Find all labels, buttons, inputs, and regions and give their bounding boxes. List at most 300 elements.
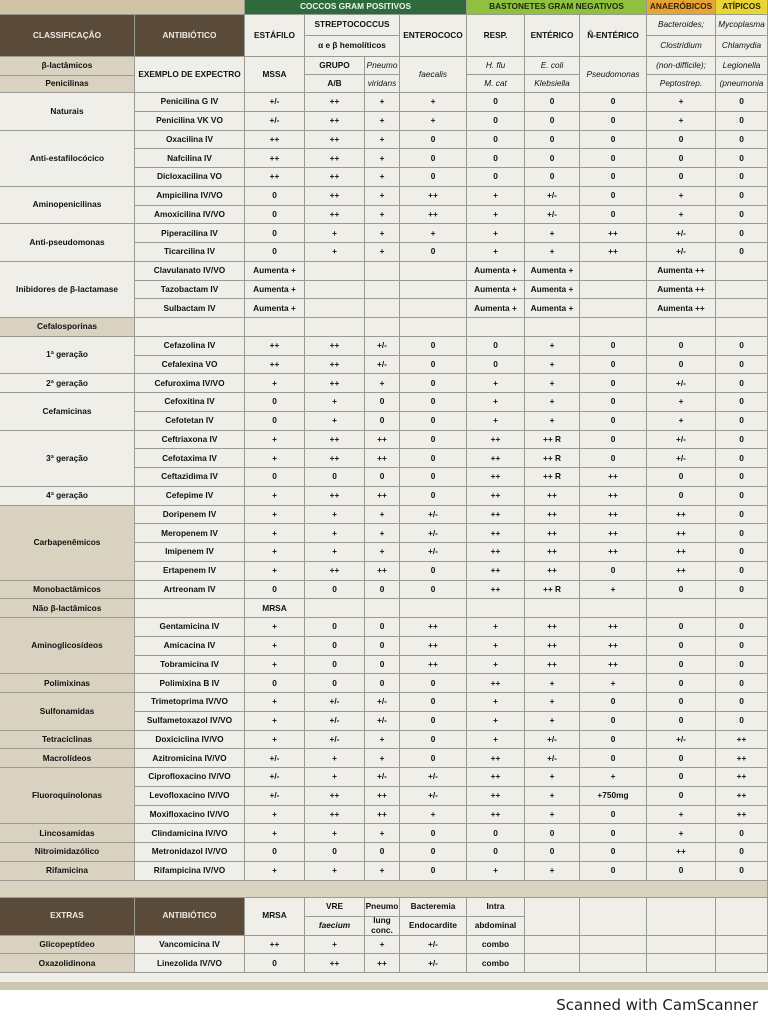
spectrum-value: + [525, 243, 580, 262]
spectrum-value [305, 299, 365, 318]
col-streptococcus-line2: α e β hemolíticos [305, 36, 400, 57]
spectrum-value: ++ [305, 337, 365, 356]
class-group: 4ª geração [0, 487, 135, 506]
spectrum-value: 0 [365, 618, 400, 637]
spectrum-value: + [245, 618, 305, 637]
spectrum-value: 0 [245, 206, 305, 225]
spectrum-value: + [467, 618, 525, 637]
spectrum-value: + [365, 112, 400, 131]
spectrum-value: ++ [305, 431, 365, 450]
spectrum-value: 0 [580, 412, 647, 431]
drug-name: Cefotetan IV [135, 412, 245, 431]
spectrum-value: + [365, 93, 400, 112]
spectrum-value: 0 [245, 468, 305, 487]
spectrum-value: +/- [647, 431, 716, 450]
spectrum-value: ++ [365, 806, 400, 825]
spectrum-value: ++ [365, 787, 400, 806]
spectrum-value: ++ [400, 656, 467, 675]
spectrum-value: 0 [580, 449, 647, 468]
spectrum-value: 0 [716, 149, 768, 168]
spectrum-value: ++ [647, 562, 716, 581]
spectrum-value [305, 599, 365, 618]
spectrum-value: + [245, 693, 305, 712]
extras-empty-header [525, 898, 580, 936]
spectrum-value: 0 [647, 337, 716, 356]
spectrum-value: 0 [647, 749, 716, 768]
spectrum-value [245, 318, 305, 337]
spectrum-value: 0 [400, 562, 467, 581]
spectrum-value: +/- [365, 356, 400, 375]
spectrum-value: ++ [580, 243, 647, 262]
spectrum-value [365, 318, 400, 337]
extras-empty-header [716, 898, 768, 936]
drug-name: Imipenem IV [135, 543, 245, 562]
spectrum-value: + [365, 149, 400, 168]
drug-name: Tazobactam IV [135, 281, 245, 300]
spectrum-value: + [467, 243, 525, 262]
spectrum-value: + [245, 562, 305, 581]
spectrum-value: + [365, 168, 400, 187]
spectrum-value: + [245, 806, 305, 825]
class-group: Carbapenêmicos [0, 506, 135, 581]
col-antibiotico: ANTIBIÓTICO [135, 15, 245, 57]
extras-empty [716, 936, 768, 955]
spectrum-value: + [365, 206, 400, 225]
drug-name [135, 318, 245, 337]
drug-name: Cefotaxima IV [135, 449, 245, 468]
spectrum-value: ++ R [525, 449, 580, 468]
class-group: Anti-pseudomonas [0, 224, 135, 262]
spectrum-value: ++ [716, 731, 768, 750]
spectrum-value: 0 [647, 168, 716, 187]
drug-name: Oxacilina IV [135, 131, 245, 150]
spectrum-value: 0 [716, 412, 768, 431]
spectrum-value: 0 [245, 843, 305, 862]
col-classificacao: CLASSIFICAÇÃO [0, 15, 135, 57]
spectrum-value: + [647, 93, 716, 112]
spectrum-value: ++ [467, 674, 525, 693]
spectrum-value [467, 318, 525, 337]
spectrum-value: 0 [716, 393, 768, 412]
spectrum-value: ++ [305, 374, 365, 393]
class-group: Macrolídeos [0, 749, 135, 768]
spectrum-value [525, 599, 580, 618]
class-group: 3ª geração [0, 431, 135, 487]
spectrum-value: + [365, 749, 400, 768]
spectrum-value: 0 [580, 337, 647, 356]
spectrum-value: + [365, 243, 400, 262]
drug-name: Amicacina IV [135, 637, 245, 656]
spectrum-value: 0 [400, 843, 467, 862]
spectrum-value: 0 [305, 581, 365, 600]
spectrum-value: 0 [467, 824, 525, 843]
spectrum-value: 0 [580, 112, 647, 131]
atip-sub-line2: (pneumonia [716, 75, 768, 93]
spectrum-value: 0 [245, 393, 305, 412]
spectrum-value: 0 [400, 243, 467, 262]
spectrum-value: Aumenta + [245, 281, 305, 300]
spectrum-value: 0 [400, 337, 467, 356]
extras-empty-header [580, 898, 647, 936]
extras-value: +/- [400, 954, 467, 973]
spectrum-value: Aumenta ++ [647, 262, 716, 281]
drug-name: Ticarcilina IV [135, 243, 245, 262]
exemplo-espectro: EXEMPLO DE EXPECTRO [135, 57, 245, 93]
spectrum-value: ++ [467, 806, 525, 825]
spectrum-value: +/- [400, 787, 467, 806]
spectrum-value: ++ [580, 656, 647, 675]
spectrum-value: + [525, 393, 580, 412]
spectrum-value: 0 [580, 206, 647, 225]
spectrum-value: + [365, 374, 400, 393]
spectrum-value: ++ [400, 618, 467, 637]
drug-name: Cefepime IV [135, 487, 245, 506]
spectrum-value: 0 [245, 581, 305, 600]
drug-name: Polimixina B IV [135, 674, 245, 693]
spectrum-value: 0 [525, 824, 580, 843]
spectrum-value: + [647, 824, 716, 843]
spectrum-value: +/- [245, 768, 305, 787]
class-group: 2ª geração [0, 374, 135, 393]
group-anaerobios-header: ANAERÓBICOS [647, 0, 716, 15]
extras-intra-line1: Intra [467, 898, 525, 917]
camscanner-watermark: Scanned with CamScanner [556, 996, 758, 1014]
spectrum-value: + [467, 637, 525, 656]
spectrum-value: ++ [580, 224, 647, 243]
spectrum-value [365, 281, 400, 300]
spectrum-value [365, 599, 400, 618]
spectrum-value: 0 [716, 356, 768, 375]
spectrum-value: ++ [525, 506, 580, 525]
spectrum-value: 0 [647, 581, 716, 600]
spectrum-value: ++ [467, 506, 525, 525]
spectrum-value: + [525, 768, 580, 787]
spectrum-value: ++ [305, 562, 365, 581]
drug-name: Meropenem IV [135, 524, 245, 543]
spectrum-value: + [647, 187, 716, 206]
spectrum-value: 0 [716, 206, 768, 225]
spectrum-value: 0 [647, 656, 716, 675]
spectrum-value: +/- [365, 337, 400, 356]
grupo-ab-line2: A/B [305, 75, 365, 93]
spectrum-value: + [467, 393, 525, 412]
spectrum-value [400, 262, 467, 281]
spectrum-value: + [305, 506, 365, 525]
spectrum-value: 0 [647, 487, 716, 506]
spectrum-value: Aumenta ++ [647, 281, 716, 300]
spectrum-value: +/- [305, 693, 365, 712]
spectrum-value: +/- [647, 243, 716, 262]
drug-name [135, 599, 245, 618]
spectrum-value: + [400, 112, 467, 131]
spectrum-value: + [365, 543, 400, 562]
spectrum-value [400, 299, 467, 318]
spectrum-value: 0 [525, 112, 580, 131]
drug-name: Azitromicina IV/VO [135, 749, 245, 768]
drug-name: Tobramicina IV [135, 656, 245, 675]
spectrum-value: 0 [245, 412, 305, 431]
spectrum-value: + [467, 693, 525, 712]
group-bastonetes-header: BASTONETES GRAM NEGATIVOS [467, 0, 647, 15]
spectrum-value: ++ [400, 637, 467, 656]
spectrum-value: + [365, 187, 400, 206]
extras-empty [525, 954, 580, 973]
spectrum-value: + [525, 374, 580, 393]
spectrum-value: +/- [305, 712, 365, 731]
class-group: Lincosamidas [0, 824, 135, 843]
class-group: Monobactâmicos [0, 581, 135, 600]
spectrum-value: 0 [647, 693, 716, 712]
spectrum-value: + [365, 131, 400, 150]
spectrum-value: 0 [647, 131, 716, 150]
spectrum-value: Aumenta + [467, 299, 525, 318]
spectrum-value: + [245, 487, 305, 506]
spectrum-value: 0 [716, 374, 768, 393]
spectrum-value: 0 [647, 862, 716, 881]
spectrum-value: 0 [525, 149, 580, 168]
extras-pneumo-line1: Pneumo [365, 898, 400, 917]
spectrum-value: 0 [716, 524, 768, 543]
extras-value: + [365, 936, 400, 955]
spectrum-value: +/- [525, 749, 580, 768]
extras-empty [647, 954, 716, 973]
spectrum-value: + [305, 524, 365, 543]
class-group: Inibidores de β-lactamase [0, 262, 135, 318]
spectrum-value: 0 [305, 468, 365, 487]
spectrum-value [365, 262, 400, 281]
spectrum-value [580, 262, 647, 281]
spectrum-value: 0 [525, 93, 580, 112]
extras-empty [580, 936, 647, 955]
spectrum-value: ++ R [525, 468, 580, 487]
spectrum-value: + [245, 824, 305, 843]
spectrum-value: 0 [716, 562, 768, 581]
extras-class: Glicopeptídeo [0, 936, 135, 955]
col-atipicos-line1: Mycoplasma [716, 15, 768, 36]
spectrum-value: 0 [400, 693, 467, 712]
spectrum-value: ++ [365, 449, 400, 468]
spectrum-value: ++ [647, 543, 716, 562]
spectrum-value: + [647, 206, 716, 225]
spectrum-value: 0 [716, 131, 768, 150]
spectrum-value [716, 318, 768, 337]
spectrum-value: 0 [400, 412, 467, 431]
spectrum-value: + [305, 543, 365, 562]
extras-empty-header [647, 898, 716, 936]
spectrum-value: 0 [400, 431, 467, 450]
spectrum-value: + [245, 431, 305, 450]
spectrum-value: ++ [305, 449, 365, 468]
extras-class: Oxazolidinona [0, 954, 135, 973]
anaer-sub-line1: (non-difficile); [647, 57, 716, 75]
spectrum-value: + [580, 768, 647, 787]
extras-pneumo-line2: lung conc. [365, 917, 400, 936]
spectrum-value: 0 [365, 637, 400, 656]
drug-name: Clindamicina IV/VO [135, 824, 245, 843]
spectrum-value: MRSA [245, 599, 305, 618]
spectrum-value: + [245, 374, 305, 393]
spectrum-value: 0 [647, 356, 716, 375]
spectrum-value: ++ [467, 524, 525, 543]
extras-vre-line2: faecium [305, 917, 365, 936]
spectrum-value: + [245, 524, 305, 543]
col-n-enterico: Ñ-ENTÉRICO [580, 15, 647, 57]
footer-strip [0, 982, 768, 990]
spectrum-value: + [467, 731, 525, 750]
drug-name: Ertapenem IV [135, 562, 245, 581]
spectrum-value: ++ [525, 524, 580, 543]
faecalis-label: faecalis [400, 57, 467, 93]
spectrum-value [716, 262, 768, 281]
spectrum-value: +/- [525, 206, 580, 225]
spectrum-value: 0 [400, 824, 467, 843]
drug-name: Doripenem IV [135, 506, 245, 525]
class-group: Naturais [0, 93, 135, 131]
beta-lactamicos-label: β-lactâmicos [0, 57, 135, 76]
spectrum-value: ++ [365, 487, 400, 506]
spectrum-value: +/- [400, 506, 467, 525]
ecoli-klebsiella-line1: E. coli [525, 57, 580, 75]
spectrum-value: ++ R [525, 581, 580, 600]
spectrum-value: 0 [400, 149, 467, 168]
class-group: Cefamicinas [0, 393, 135, 431]
spectrum-value: + [525, 806, 580, 825]
extras-empty [525, 936, 580, 955]
spectrum-value: ++ [305, 187, 365, 206]
spectrum-value: 0 [467, 131, 525, 150]
spectrum-value: ++ [525, 637, 580, 656]
spectrum-value: +/- [400, 524, 467, 543]
spectrum-value: + [400, 224, 467, 243]
spectrum-value: 0 [400, 449, 467, 468]
spectrum-value: ++ [467, 562, 525, 581]
spectrum-value: + [305, 224, 365, 243]
extras-label: EXTRAS [0, 898, 135, 936]
spectrum-value: 0 [647, 468, 716, 487]
spectrum-value: 0 [716, 187, 768, 206]
spectrum-value: 0 [467, 112, 525, 131]
spectrum-value: +/- [647, 449, 716, 468]
spectrum-value: ++ [245, 149, 305, 168]
spectrum-value: 0 [365, 393, 400, 412]
spectrum-value: ++ [525, 656, 580, 675]
spectrum-value: ++ [716, 749, 768, 768]
spectrum-value: 0 [716, 168, 768, 187]
spectrum-value: +/- [245, 93, 305, 112]
spectrum-value: + [245, 449, 305, 468]
spectrum-value: 0 [305, 637, 365, 656]
spectrum-value: Aumenta + [245, 262, 305, 281]
spectrum-value: ++ [400, 206, 467, 225]
spectrum-value: 0 [716, 487, 768, 506]
spectrum-value: +750mg [580, 787, 647, 806]
spectrum-value: ++ [467, 581, 525, 600]
ecoli-klebsiella-line2: Klebsiella [525, 75, 580, 93]
spectrum-value: ++ [467, 431, 525, 450]
spectrum-value: + [400, 806, 467, 825]
spectrum-value: 0 [580, 731, 647, 750]
spectrum-value: 0 [245, 187, 305, 206]
spectrum-value: 0 [400, 712, 467, 731]
spectrum-value: 0 [305, 674, 365, 693]
spectrum-value: ++ [647, 506, 716, 525]
spectrum-value: ++ [245, 356, 305, 375]
spectrum-value: ++ [467, 749, 525, 768]
section-separator [0, 881, 768, 898]
drug-name: Gentamicina IV [135, 618, 245, 637]
spectrum-value [716, 299, 768, 318]
spectrum-value: 0 [580, 374, 647, 393]
spectrum-value: 0 [245, 243, 305, 262]
spectrum-value: 0 [716, 468, 768, 487]
spectrum-value: 0 [716, 637, 768, 656]
drug-name: Cefalexina VO [135, 356, 245, 375]
drug-name: Ceftriaxona IV [135, 431, 245, 450]
extras-empty [716, 954, 768, 973]
spectrum-value: ++ [647, 524, 716, 543]
spectrum-value: ++ [305, 356, 365, 375]
atip-sub-line1: Legionella [716, 57, 768, 75]
spectrum-value: 0 [647, 674, 716, 693]
spectrum-value: + [400, 93, 467, 112]
spectrum-value: 0 [647, 768, 716, 787]
spectrum-value: ++ [305, 93, 365, 112]
spectrum-value: +/- [365, 693, 400, 712]
drug-name: Dicloxacilina VO [135, 168, 245, 187]
spectrum-value: + [467, 412, 525, 431]
spectrum-value: + [245, 731, 305, 750]
extras-mrsa: MRSA [245, 898, 305, 936]
spectrum-value: ++ [525, 487, 580, 506]
spectrum-value: 0 [400, 862, 467, 881]
class-group: Não β-lactâmicos [0, 599, 135, 618]
spectrum-value [305, 262, 365, 281]
spectrum-value: Aumenta + [467, 262, 525, 281]
class-group: Aminopenicilinas [0, 187, 135, 225]
spectrum-value: ++ [716, 768, 768, 787]
spectrum-value: 0 [467, 843, 525, 862]
spectrum-value: 0 [400, 393, 467, 412]
spectrum-value: + [305, 862, 365, 881]
spectrum-value: + [305, 768, 365, 787]
spectrum-value: ++ [467, 787, 525, 806]
spectrum-value: ++ [305, 487, 365, 506]
spectrum-value: ++ [716, 787, 768, 806]
spectrum-value: + [305, 243, 365, 262]
drug-name: Cefazolina IV [135, 337, 245, 356]
spectrum-value: + [580, 674, 647, 693]
spectrum-value: 0 [716, 449, 768, 468]
spectrum-value: 0 [716, 843, 768, 862]
spectrum-value: 0 [365, 581, 400, 600]
class-group: Tetraciclinas [0, 731, 135, 750]
spectrum-value: 0 [467, 356, 525, 375]
spectrum-value: 0 [400, 374, 467, 393]
drug-name: Cefuroxima IV/VO [135, 374, 245, 393]
drug-name: Metronidazol IV/VO [135, 843, 245, 862]
col-atipicos-line2: Chlamydia [716, 36, 768, 57]
spectrum-value: ++ [400, 187, 467, 206]
spectrum-value: 0 [467, 337, 525, 356]
spectrum-value [400, 281, 467, 300]
spectrum-value: ++ [580, 487, 647, 506]
spectrum-value: 0 [580, 693, 647, 712]
spectrum-value: 0 [580, 168, 647, 187]
col-enterico: ENTÉRICO [525, 15, 580, 57]
spectrum-value: 0 [580, 824, 647, 843]
col-anaerobios-line2: Clostridium [647, 36, 716, 57]
mssa-label: MSSA [245, 57, 305, 93]
